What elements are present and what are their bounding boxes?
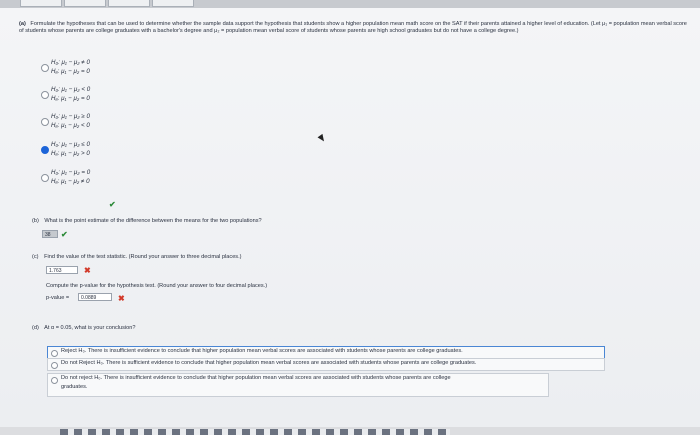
null-hypothesis: H₀: μ₁ − μ₂ = 0 <box>51 169 91 176</box>
hypothesis-option-4[interactable] <box>41 141 121 167</box>
hypothesis-option-1[interactable] <box>41 59 121 85</box>
radio-button-selected[interactable] <box>41 146 49 154</box>
conclusion-choice-3[interactable] <box>47 373 549 397</box>
choice-text: Reject H₀. There is insufficient evidence to conclude that higher population mean verbal scores are associated with students whose parents are college graduates. <box>61 348 463 354</box>
correct-check-icon: ✔ <box>109 200 116 209</box>
part-a-question <box>19 21 687 36</box>
part-a-label: (a) <box>19 21 26 27</box>
alt-hypothesis: Hₐ: μ₁ − μ₂ < 0 <box>51 122 90 129</box>
top-tab[interactable] <box>20 0 62 7</box>
pvalue-label: p-value = <box>46 295 70 301</box>
test-statistic-input[interactable]: 1.763 <box>46 266 78 274</box>
alt-hypothesis: Hₐ: μ₁ − μ₂ = 0 <box>51 95 90 102</box>
choice-text: Do not reject H₀. There is insufficient evidence to conclude that higher population mean verbal scores are associated with students whose parents are college <box>61 375 451 381</box>
next-choice-edge <box>60 429 450 435</box>
point-estimate-input[interactable]: 38 <box>42 230 58 238</box>
incorrect-x-icon: ✖ <box>118 294 125 303</box>
conclusion-choice-2[interactable] <box>47 358 605 371</box>
part-d-label: (d) <box>32 325 39 331</box>
hypothesis-option-2[interactable] <box>41 86 121 112</box>
radio-button[interactable] <box>51 362 58 369</box>
pvalue-question: Compute the p-value for the hypothesis test. (Round your answer to four decimal places.) <box>46 283 268 289</box>
part-c-text: Find the value of the test statistic. (Round your answer to three decimal places.) <box>44 254 242 260</box>
null-hypothesis: H₀: μ₁ − μ₂ < 0 <box>51 86 91 93</box>
top-tab[interactable] <box>64 0 106 7</box>
radio-button[interactable] <box>41 118 49 126</box>
part-c-label: (c) <box>32 254 39 260</box>
part-c-question <box>32 254 242 261</box>
part-b-question <box>32 218 262 225</box>
choice-text: Do not Reject H₀. There is sufficient evidence to conclude that higher population mean verbal scores are associated with students whose parents are college graduates. <box>61 360 477 366</box>
part-d-text: At α = 0.05, what is your conclusion? <box>44 325 136 331</box>
top-tab[interactable] <box>152 0 194 7</box>
alt-hypothesis: Hₐ: μ₁ − μ₂ ≠ 0 <box>51 178 90 185</box>
browser-top-strip <box>0 0 700 8</box>
part-a-text: Formulate the hypotheses that can be used to determine whether the sample data support the hypothesis that students show a higher population mean math score on the SAT if their parents attained a higher level of education. (Let μ₁ = population mean verbal score of students whose parents are college graduates with a bachelor's degree and μ₂ = population mean verbal score of students whose parents are high school graduates but do not have a college degree.) <box>19 21 687 35</box>
part-d-question <box>32 325 135 332</box>
null-hypothesis: H₀: μ₁ − μ₂ ≠ 0 <box>51 59 90 66</box>
null-hypothesis: H₀: μ₁ − μ₂ ≤ 0 <box>51 141 90 148</box>
alt-hypothesis: Hₐ: μ₁ − μ₂ = 0 <box>51 68 90 75</box>
top-tab[interactable] <box>108 0 150 7</box>
radio-button[interactable] <box>41 64 49 72</box>
question-sheet <box>0 8 700 427</box>
hypothesis-option-5[interactable] <box>41 169 121 195</box>
hypothesis-option-3[interactable] <box>41 113 121 139</box>
radio-button[interactable] <box>51 377 58 384</box>
choice-text-continued: graduates. <box>61 384 88 390</box>
part-b-label: (b) <box>32 218 39 224</box>
pvalue-input[interactable]: 0.0889 <box>78 293 112 301</box>
radio-button[interactable] <box>41 91 49 99</box>
alt-hypothesis: Hₐ: μ₁ − μ₂ > 0 <box>51 150 90 157</box>
incorrect-x-icon: ✖ <box>84 266 91 275</box>
null-hypothesis: H₀: μ₁ − μ₂ ≥ 0 <box>51 113 90 120</box>
correct-check-icon: ✔ <box>61 230 68 239</box>
radio-button[interactable] <box>41 174 49 182</box>
part-b-text: What is the point estimate of the difference between the means for the two populations? <box>44 218 262 224</box>
radio-button[interactable] <box>51 350 58 357</box>
mouse-cursor-icon <box>318 134 327 143</box>
